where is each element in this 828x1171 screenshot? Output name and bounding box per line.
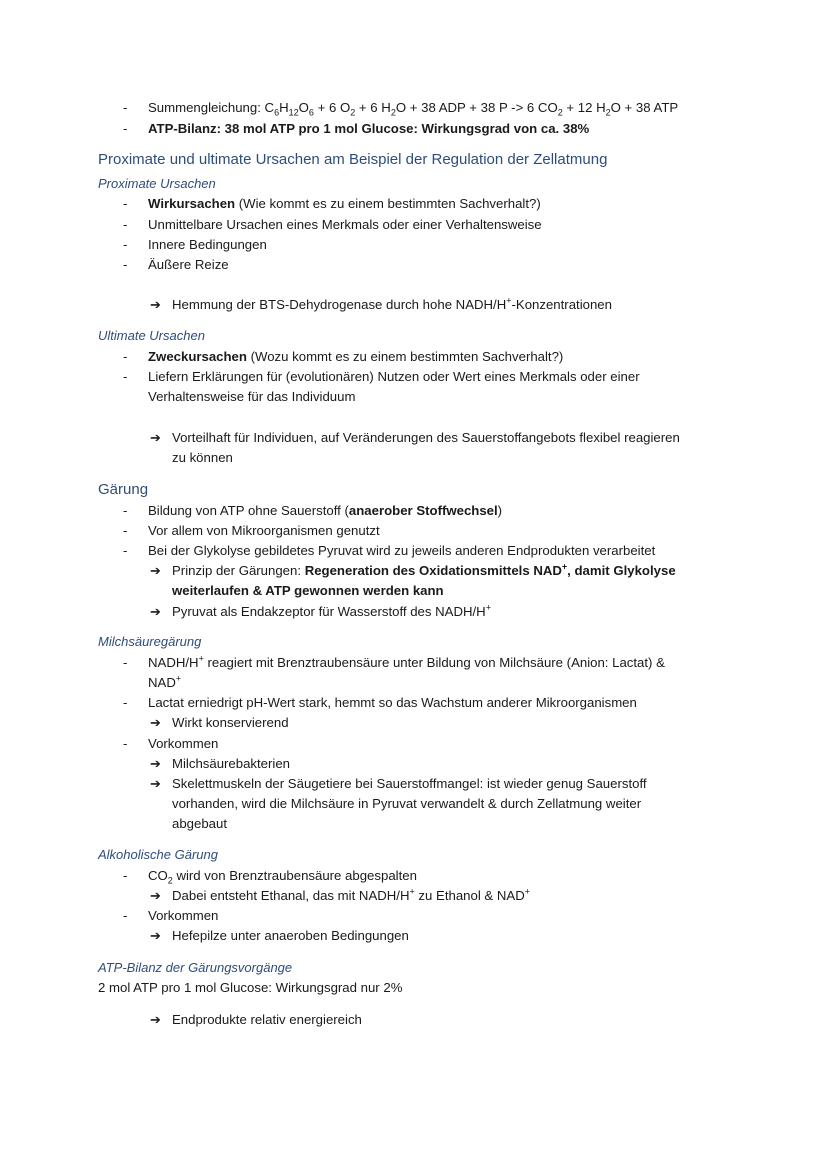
arrow-item-continuation: abgebaut <box>172 816 228 831</box>
paragraph: 2 mol ATP pro 1 mol Glucose: Wirkungsgrad nur 2% <box>98 980 403 995</box>
arrow-item: Vorteilhaft für Individuen, auf Veränderungen des Sauerstoffangebots flexibel reagieren <box>172 430 680 445</box>
list-item: Bei der Glykolyse gebildetes Pyruvat wird zu jeweils anderen Endprodukten verarbeitet <box>148 543 656 558</box>
arrow-item: Endprodukte relativ energiereich <box>172 1012 362 1027</box>
arrow-icon: ➔ <box>150 756 161 771</box>
arrow-item-continuation: vorhanden, wird die Milchsäure in Pyruvat verwandelt & durch Zellatmung weiter <box>172 796 642 811</box>
bullet: - <box>123 695 128 710</box>
bullet: - <box>123 523 128 538</box>
arrow-item: Hemmung der BTS-Dehydrogenase durch hohe NADH/H+-Konzentrationen <box>172 295 612 312</box>
bullet: - <box>123 237 128 252</box>
bullet: - <box>123 196 128 211</box>
arrow-icon: ➔ <box>150 928 161 943</box>
list-item-continuation: NAD+ <box>148 673 182 690</box>
list-item: Vorkommen <box>148 908 219 923</box>
bullet: - <box>123 908 128 923</box>
bullet: - <box>123 736 128 751</box>
list-item: Vorkommen <box>148 736 219 751</box>
list-item: Zweckursachen (Wozu kommt es zu einem bestimmten Sachverhalt?) <box>148 349 564 364</box>
subheading: ATP-Bilanz der Gärungsvorgänge <box>98 960 293 975</box>
arrow-item-continuation: zu können <box>172 450 233 465</box>
bullet: - <box>123 121 128 136</box>
arrow-icon: ➔ <box>150 604 161 619</box>
arrow-item: Skelettmuskeln der Säugetiere bei Sauerstoffmangel: ist wieder genug Sauerstoff <box>172 776 647 791</box>
arrow-icon: ➔ <box>150 776 161 791</box>
list-item: Wirkursachen (Wie kommt es zu einem bestimmten Sachverhalt?) <box>148 196 541 211</box>
bullet: - <box>123 369 128 384</box>
bullet: - <box>123 257 128 272</box>
list-item: Liefern Erklärungen für (evolutionären) Nutzen oder Wert eines Merkmals oder einer <box>148 369 640 384</box>
subheading: Milchsäuregärung <box>98 634 202 649</box>
summengleichung: Summengleichung: $C_6H_{12}O_6 + 6$ $O_2 + 6$ $H_2O + 38$ ADP + 38 P -> 6 $CO_2 + 12$ $H_2O + 38$ ATP <box>148 100 679 118</box>
arrow-item: Hefepilze unter anaeroben Bedingungen <box>172 928 409 943</box>
arrow-icon: ➔ <box>150 297 161 312</box>
list-item: Äußere Reize <box>148 257 229 272</box>
arrow-icon: ➔ <box>150 888 161 903</box>
list-item: Vor allem von Mikroorganismen genutzt <box>148 523 380 538</box>
atp-bilanz: ATP-Bilanz: 38 mol ATP pro 1 mol Glucose: Wirkungsgrad von ca. 38% <box>148 121 590 136</box>
bullet: - <box>123 503 128 518</box>
section-heading: Proximate und ultimate Ursachen am Beispiel der Regulation der Zellatmung <box>98 151 608 168</box>
list-item: Unmittelbare Ursachen eines Merkmals oder einer Verhaltensweise <box>148 217 542 232</box>
bullet: - <box>123 868 128 883</box>
arrow-item: Prinzip der Gärungen: Regeneration des Oxidationsmittels NAD+, damit Glykolyse <box>172 561 676 578</box>
bullet: - <box>123 217 128 232</box>
arrow-icon: ➔ <box>150 430 161 445</box>
arrow-item: Dabei entsteht Ethanal, das mit NADH/H+ zu Ethanol & NAD+ <box>172 886 530 903</box>
arrow-item: Wirkt konservierend <box>172 715 289 730</box>
arrow-item: Milchsäurebakterien <box>172 756 291 771</box>
subheading: Alkoholische Gärung <box>98 847 218 862</box>
arrow-item: Pyruvat als Endakzeptor für Wasserstoff des NADH/H+ <box>172 602 491 619</box>
arrow-icon: ➔ <box>150 1012 161 1027</box>
list-item: Innere Bedingungen <box>148 237 267 252</box>
bullet: - <box>123 100 128 115</box>
arrow-item-continuation: weiterlaufen & ATP gewonnen werden kann <box>172 583 444 598</box>
list-item: $CO_2$ wird von Brenztraubensäure abgespalten <box>148 868 417 886</box>
subheading: Ultimate Ursachen <box>98 328 205 343</box>
subheading: Proximate Ursachen <box>98 176 216 191</box>
list-item: Lactat erniedrigt pH-Wert stark, hemmt so das Wachstum anderer Mikroorganismen <box>148 695 637 710</box>
section-heading: Gärung <box>98 481 149 498</box>
bullet: - <box>123 543 128 558</box>
list-item: NADH/H+ reagiert mit Brenztraubensäure unter Bildung von Milchsäure (Anion: Lactat) & <box>148 653 665 670</box>
list-item-continuation: Verhaltensweise für das Individuum <box>148 389 356 404</box>
arrow-icon: ➔ <box>150 715 161 730</box>
arrow-icon: ➔ <box>150 563 161 578</box>
list-item: Bildung von ATP ohne Sauerstoff (anaerober Stoffwechsel) <box>148 503 503 518</box>
bullet: - <box>123 655 128 670</box>
bullet: - <box>123 349 128 364</box>
